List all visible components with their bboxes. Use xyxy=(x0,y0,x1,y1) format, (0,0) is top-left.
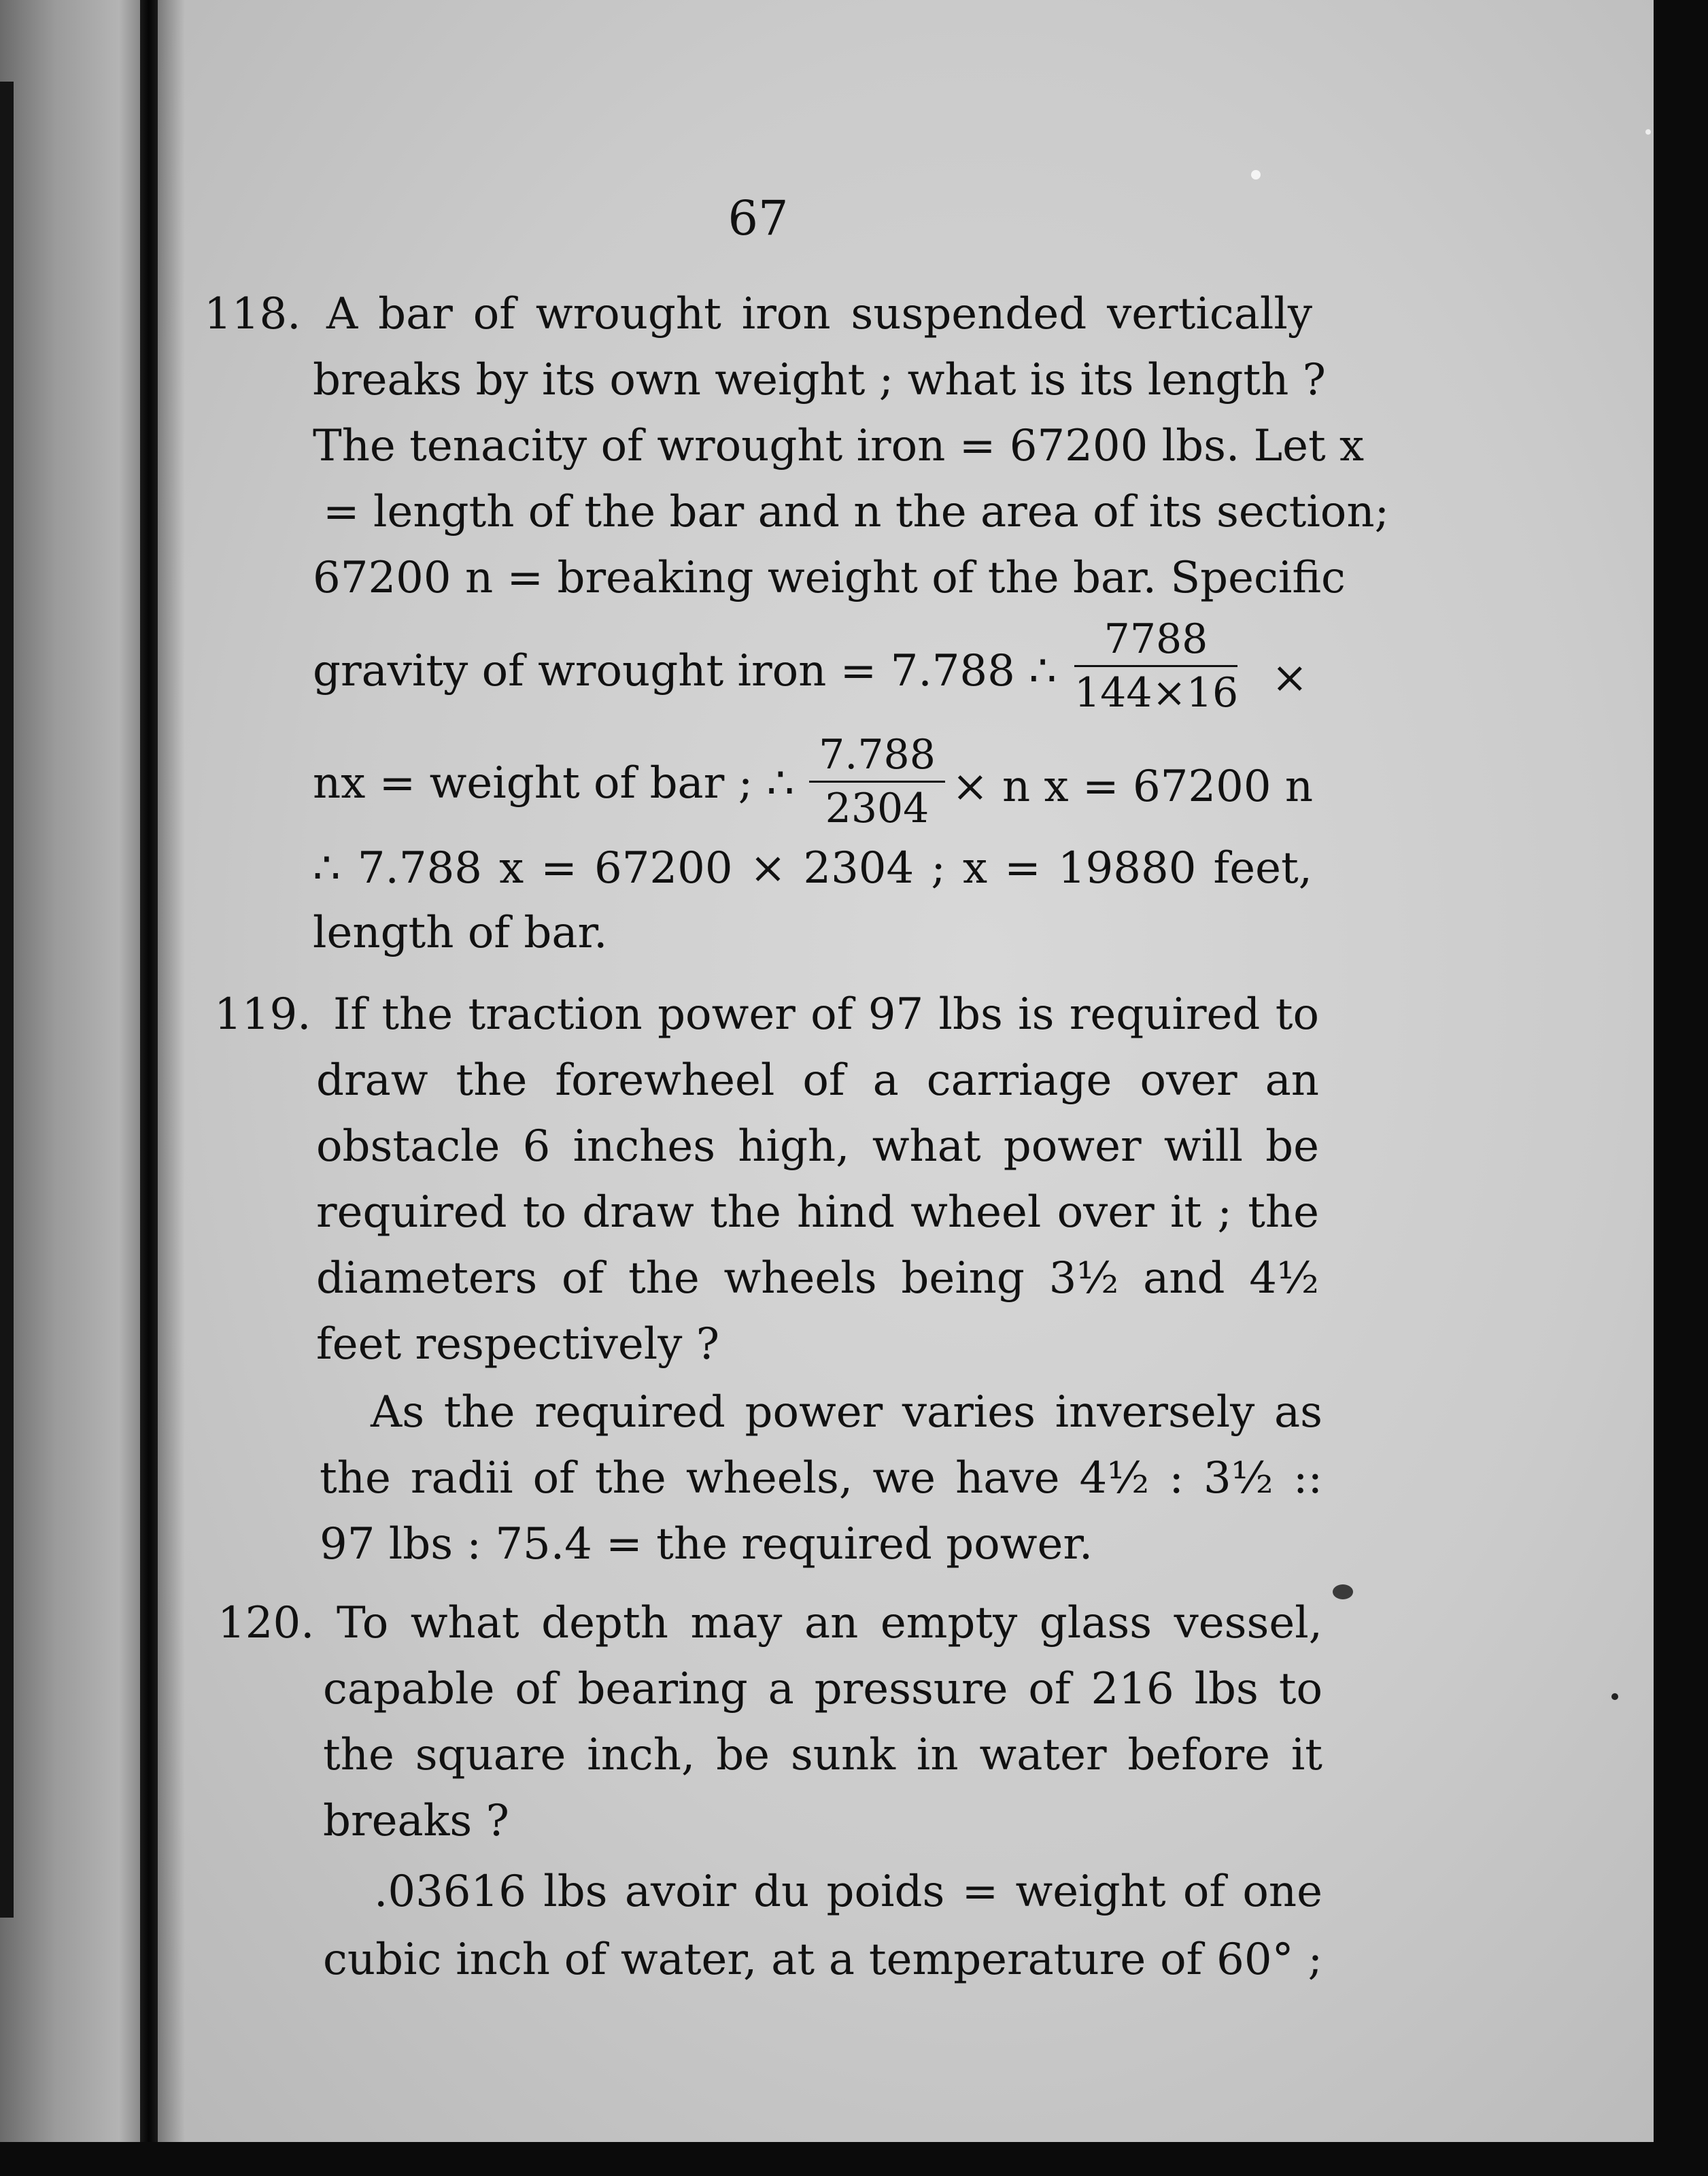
text-line: To what depth may an empty glass vessel, xyxy=(337,1598,1322,1648)
text-line: diameters of the wheels being 3½ and 4½ xyxy=(316,1253,1319,1304)
text-line: draw the forewheel of a carriage over an xyxy=(316,1055,1319,1106)
page-gutter-shadow xyxy=(158,0,185,2142)
answer-line: 97 lbs : 75.4 = the required power. xyxy=(320,1519,1093,1569)
text-line: breaks by its own weight ; what is its length ? xyxy=(313,355,1326,405)
text-line: 67200 n = breaking weight of the bar. Specific xyxy=(313,553,1346,603)
book-spine xyxy=(140,0,158,2176)
fraction xyxy=(1074,615,1239,717)
scan-speck xyxy=(1251,170,1261,180)
fraction-denominator: 144×16 xyxy=(1074,669,1239,717)
page-number: 67 xyxy=(728,190,789,246)
scan-border-right xyxy=(1654,0,1708,2176)
formula-text: × n x = 67200 n xyxy=(952,762,1314,812)
answer-line: .03616 lbs avoir du poids = weight of one xyxy=(374,1867,1322,1917)
formula-text: × xyxy=(1271,653,1308,703)
problem-number: 118. xyxy=(204,289,301,339)
text-line: obstacle 6 inches high, what power will be xyxy=(316,1121,1319,1172)
problem-number: 120. xyxy=(218,1598,315,1648)
fraction xyxy=(809,731,945,832)
fraction-numerator: 7788 xyxy=(1074,619,1237,667)
fraction-numerator: 7.788 xyxy=(809,734,945,783)
formula-text: gravity of wrought iron = 7.788 ∴ xyxy=(313,646,1057,696)
fraction-denominator: 2304 xyxy=(825,785,929,832)
scan-speck xyxy=(1333,1584,1353,1599)
text-line: feet respectively ? xyxy=(316,1319,719,1370)
scan-speck xyxy=(1645,129,1651,135)
text-line: A bar of wrought iron suspended vertically xyxy=(326,289,1312,339)
text-line: length of bar. xyxy=(313,908,608,958)
scan-speck xyxy=(1611,1693,1618,1700)
text-line: The tenacity of wrought iron = 67200 lbs. Let x xyxy=(313,421,1365,471)
scan-border-bottom xyxy=(0,2142,1708,2176)
adjacent-page-shadow xyxy=(0,82,14,1918)
text-line: the square inch, be sunk in water before it xyxy=(323,1730,1322,1780)
problem-number: 119. xyxy=(214,989,311,1040)
answer-line: cubic inch of water, at a temperature of 60° ; xyxy=(323,1935,1322,1985)
text-line: ∴ 7.788 x = 67200 × 2304 ; x = 19880 feet, xyxy=(313,843,1312,894)
answer-line: the radii of the wheels, we have 4½ : 3½ :: xyxy=(320,1453,1322,1503)
formula-text: nx = weight of bar ; ∴ xyxy=(313,758,795,809)
text-line: required to draw the hind wheel over it ; the xyxy=(316,1187,1319,1238)
text-line: If the traction power of 97 lbs is required to xyxy=(333,989,1319,1040)
text-line: = length of the bar and n the area of its section; xyxy=(323,487,1390,537)
answer-line: As the required power varies inversely as xyxy=(371,1387,1322,1438)
text-line: capable of bearing a pressure of 216 lbs to xyxy=(323,1664,1322,1714)
text-line: breaks ? xyxy=(323,1796,509,1846)
adjacent-page-edge xyxy=(0,0,140,2176)
